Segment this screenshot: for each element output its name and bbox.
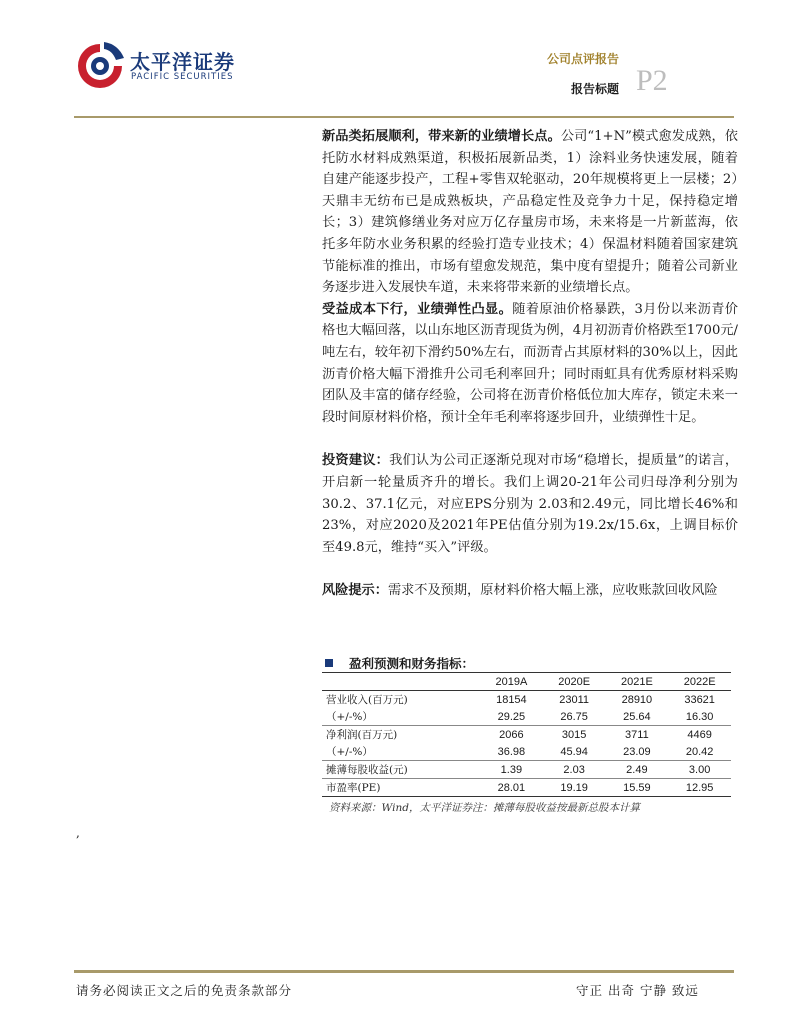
report-title: 报告标题 [570, 82, 619, 96]
table-cell: 18154 [496, 693, 527, 706]
table-cell: 2066 [480, 726, 543, 744]
table-header-cell: 2022E [683, 675, 716, 688]
row-label: 市盈率(PE) [322, 779, 480, 797]
table-cell: 23011 [559, 693, 590, 706]
table-cell: 45.94 [560, 745, 588, 758]
table-row [322, 708, 731, 726]
table-cell: 26.75 [560, 710, 588, 723]
row-label: （+/-%） [326, 746, 373, 758]
table-cell: 2.49 [606, 761, 669, 779]
footer-disclaimer: 请务必阅读正文之后的免责条款部分 [76, 983, 293, 998]
table-cell: 2.03 [543, 761, 606, 779]
table-cell: 23.09 [623, 745, 651, 758]
paragraph-text: 公司“1+N”模式愈发成熟，依托防水材料成熟渠道，积极拓展新品类，1）涂料业务快速发展，随着自建产能逐步投产，工程+零售双轮驱动，20年规模将更上一层楼；2）天鼎丰无纺布已是成熟板块，产品稳定性及竞争力十足，保持稳定增长；3）建筑修缮业务对应万亿存量房市场，未来将是一片新蓝海，依托多年防水业务积累的经验打造专业技术；4）保温材料随着国家建筑节能标准的推出，市场有望愈发规范，集中度有望提升；随着公司新业务逐步进入发展快车道，未来将带来新的业绩增长点。 [322, 129, 738, 296]
document-type: 公司点评报告 [546, 52, 619, 66]
table-header-row [322, 673, 731, 691]
paragraph-heading: 新品类拓展顺利，带来新的业绩增长点。 [322, 129, 561, 144]
row-label: 营业收入(百万元) [326, 694, 408, 706]
row-label: 摊薄每股收益(元) [322, 761, 480, 779]
table-cell: 28.01 [480, 779, 543, 797]
table-cell: 28910 [621, 693, 653, 706]
paragraph-heading: 投资建议： [322, 453, 390, 469]
report-body [322, 126, 738, 602]
table-cell: 19.19 [543, 779, 606, 797]
table-cell: 3.00 [668, 761, 731, 779]
table-row [322, 761, 731, 779]
paragraph-text: 我们认为公司正逐渐兑现对市场“稳增长，提质量”的诺言，开启新一轮量质齐升的增长。我们上调20-21年公司归母净利分别为30.2、37.1亿元，对应EPS分别为 2.03和2.49元，同比增长46%和23%，对应2020及2021年PE估值分别为19.2x/15.6x，上调目标价至49.8元，维持“买入”评级。 [322, 453, 739, 555]
header-divider [74, 116, 734, 118]
table-header-cell: 2021E [620, 675, 653, 688]
table-header-cell: 2019A [495, 675, 528, 688]
paragraph-text: 随着原油价格暴跌，3月份以来沥青价格也大幅回落，以山东地区沥青现货为例，4月初沥青价格跌至1700元/吨左右，较年初下滑约50%左右，而沥青占其原材料的30%以上，因此沥青价格大幅下滑推升公司毛利率回升；同时雨虹具有优秀原材料采购团队及丰富的储存经验，公司将在沥青价格低位加大库存，锁定未来一段时间原材料价格，预计全年毛利率将逐步回升，业绩弹性十足。 [322, 301, 738, 425]
company-logo [74, 40, 244, 96]
paragraph-cost-decline [322, 299, 738, 429]
table-header-cell [322, 673, 480, 691]
table-cell: 29.25 [497, 710, 526, 723]
paragraph-new-categories [322, 126, 738, 299]
table-cell: 16.30 [685, 710, 714, 723]
table-cell: 1.39 [480, 761, 543, 779]
table-cell: 25.64 [623, 710, 651, 723]
logo-chinese-name: 太平洋证券 [130, 50, 235, 74]
paragraph-heading: 受益成本下行，业绩弹性凸显。 [322, 301, 513, 317]
table-title: 盈利预测和财务指标： [325, 654, 474, 672]
row-label: 净利润(百万元) [322, 726, 480, 744]
table-row [322, 779, 731, 797]
table-row [322, 726, 731, 744]
paragraph-risk-warning [322, 580, 738, 602]
table-cell: 3711 [606, 726, 669, 744]
table-cell: 12.95 [668, 779, 731, 797]
paragraph-investment-advice [322, 450, 738, 558]
footer-motto: 守正 出奇 宁静 致远 [576, 983, 699, 998]
table-cell: 36.98 [497, 745, 526, 758]
logo-mark-icon [74, 40, 126, 92]
row-label: （+/-%） [326, 711, 373, 723]
page-number: P2 [636, 64, 668, 97]
footer-divider [74, 970, 734, 973]
table-cell: 4469 [668, 726, 731, 744]
table-source-note: 资料来源：Wind，太平洋证券注：摊薄每股收益按最新总股本计算 [329, 802, 640, 814]
table-row [322, 743, 731, 761]
table-cell: 33621 [684, 693, 715, 706]
paragraph-text: 需求不及预期，原材料价格大幅上涨，应收账款回收风险 [387, 583, 718, 599]
table-cell: 15.59 [606, 779, 669, 797]
table-cell: 3015 [543, 726, 606, 744]
table-row [322, 691, 731, 709]
table-header-cell: 2020E [558, 675, 591, 688]
paragraph-heading: 风险提示： [322, 583, 388, 599]
square-bullet-icon [325, 659, 333, 667]
stray-mark: , [76, 826, 80, 840]
financial-forecast-table [322, 672, 731, 797]
logo-english-name: PACIFIC SECURITIES [131, 72, 234, 82]
table-cell: 20.42 [685, 745, 714, 758]
